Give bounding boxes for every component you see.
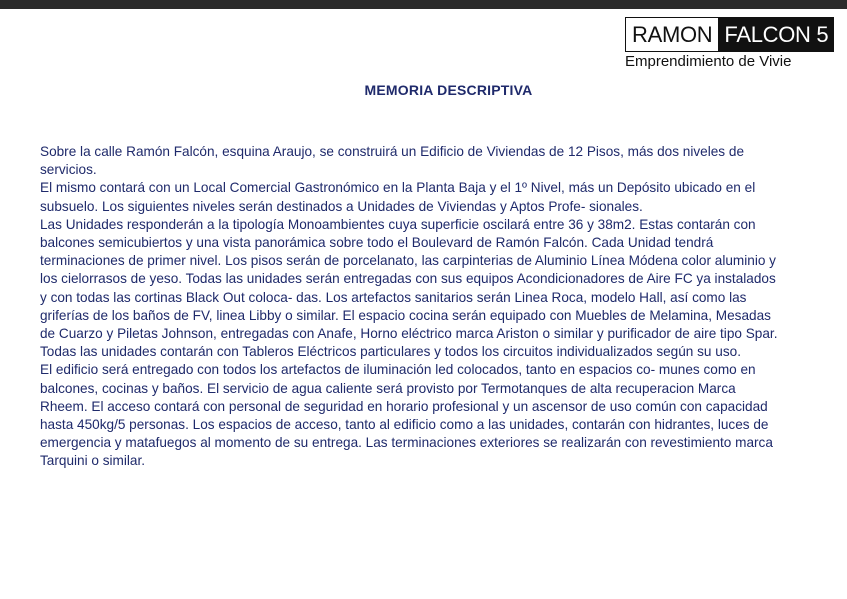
brand-name-right: FALCON 5 <box>718 17 834 52</box>
brand-logo <box>625 17 847 75</box>
paragraph: El mismo contará con un Local Comercial Gastronómico en la Planta Baja y el 1º Nivel, más un Depósito ubicado en el subsuelo. Los siguientes niveles serán destinados a Unidades de Viviendas y Aptos Profe- sionales. <box>40 180 756 214</box>
document-body <box>40 143 785 471</box>
brand-name-left: RAMON <box>625 17 718 52</box>
brand-tagline: Emprendimiento de Vivie <box>625 53 792 70</box>
brand-name <box>625 17 847 52</box>
document-title: MEMORIA DESCRIPTIVA <box>364 82 533 98</box>
paragraph: El edificio será entregado con todos los artefactos de iluminación led colocados, tanto en espacios co- munes como en balcones, cocinas y baños. El servicio de agua caliente será provisto por Termotanques de alta recuperacion Marca Rheem. El acceso contará con personal de seguridad en horario profesional y un ascensor de uso común con capacidad hasta 450kg/5 personas. Los espacios de acceso, tanto al edificio como a las unidades, contarán con hidrantes, luces de emergencia y matafuegos al momento de su entrega. Las terminaciones exteriores se realizarán con revestimiento marca Tarquini o similar. <box>40 362 773 469</box>
paragraph: Sobre la calle Ramón Falcón, esquina Araujo, se construirá un Edificio de Viviendas de 12 Pisos, más dos niveles de servicios. <box>40 144 745 178</box>
top-bar <box>0 0 847 9</box>
paragraph: Las Unidades responderán a la tipología Monoambientes cuya superficie oscilará entre 36 y 38m2. Estas contarán con balcones semicubiertos y una vista panorámica sobre todo el Boulevard de Ramón Falcón. Cada Unidad tendrá terminaciones de primer nivel. Los pisos serán de porcelanato, las carpinterias de Aluminio Línea Módena color aluminio y los cielorrasos de yeso. Todas las unidades serán entregadas con sus equipos Acondicionadores de Aire FC ya instalados y con todas las cortinas Black Out coloca- das. Los artefactos sanitarios serán Linea Roca, modelo Hall, así como las griferías de los baños de FV, linea Libby o similar. El espacio cocina serán equipado con Muebles de Melamina, Mesadas de Cuarzo y Piletas Johnson, entregadas con Anafe, Horno eléctrico marca Ariston o similar y purificador de aire tipo Spar. Todas las unidades contarán con Tableros Eléctricos particulares y todos los circuitos individualizados según su uso. <box>40 216 778 360</box>
